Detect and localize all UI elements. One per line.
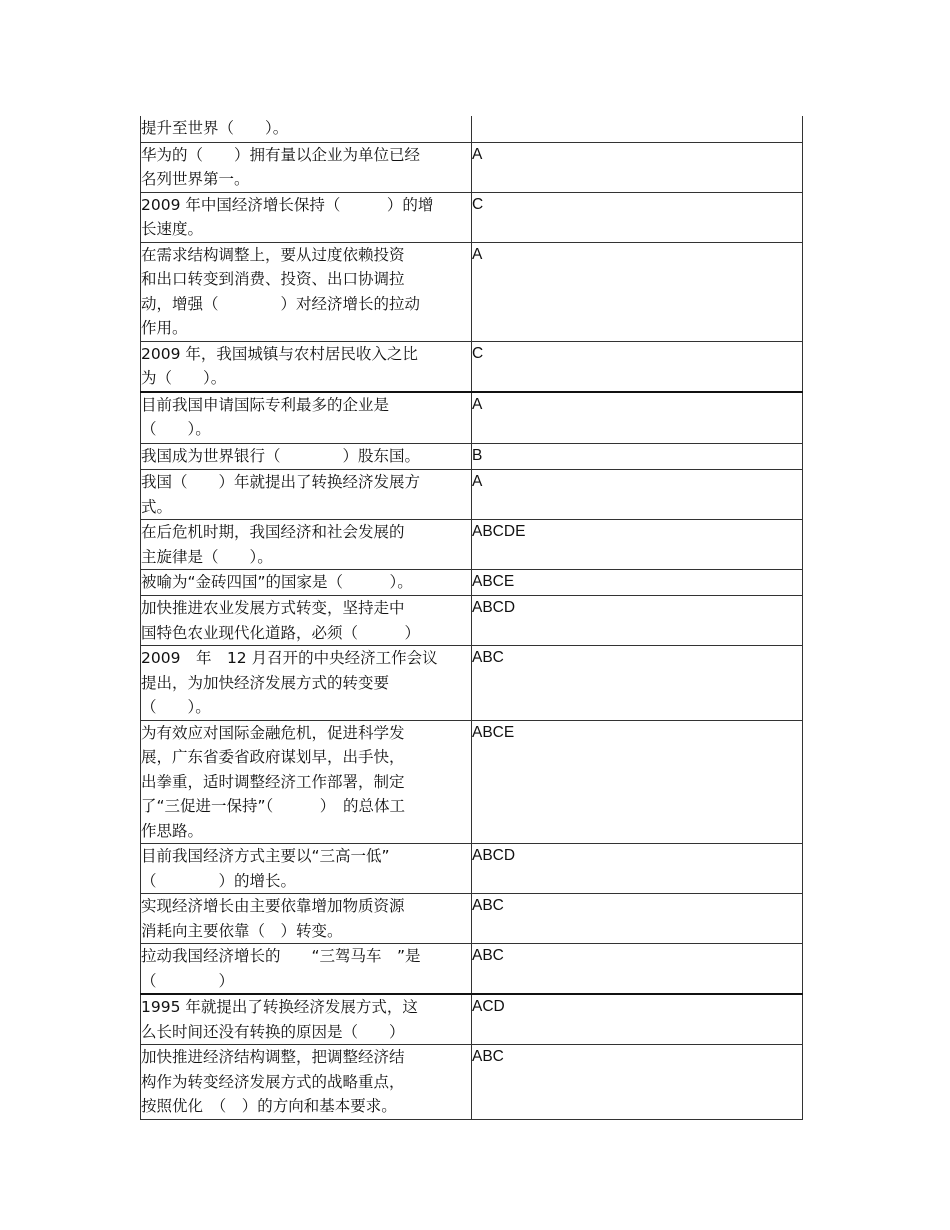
question-text-line: 被喻为“金砖四国”的国家是（ ）。 <box>141 573 413 591</box>
question-text-line: 展，广东省委省政府谋划早，出手快， <box>141 748 405 766</box>
table-row <box>141 242 803 341</box>
question-text-line: 作思路。 <box>141 821 204 840</box>
question-answer-sheet <box>140 116 802 1120</box>
table-row <box>141 720 803 844</box>
question-cell <box>141 844 472 894</box>
question-text-line: 构作为转变经济发展方式的战略重点， <box>141 1072 405 1091</box>
table-row <box>141 470 803 520</box>
question-cell <box>141 720 472 844</box>
question-text-line: 作用。 <box>141 319 188 337</box>
question-text-line: 出拳重，适时调整经济工作部署，制定 <box>141 772 405 791</box>
question-text-line: 拉动我国经济增长的 “三驾马车 ”是 <box>141 947 421 965</box>
table-row <box>141 444 803 470</box>
answer-cell: A <box>472 470 803 520</box>
question-text-line: （ ）的增长。 <box>141 871 297 890</box>
question-text-line: 为（ ）。 <box>141 369 227 387</box>
question-cell <box>141 341 472 392</box>
question-text-line: 实现经济增长由主要依靠增加物质资源 <box>141 897 405 915</box>
question-text-line: 提升至世界（ ）。 <box>141 119 289 137</box>
table-row <box>141 520 803 570</box>
question-cell <box>141 596 472 646</box>
question-cell <box>141 392 472 444</box>
question-cell <box>141 142 472 192</box>
table-row <box>141 994 803 1045</box>
question-cell <box>141 570 472 596</box>
question-text-line: 加快推进经济结构调整，把调整经济结 <box>141 1048 405 1066</box>
question-text-line: 在需求结构调整上，要从过度依赖投资 <box>141 245 405 264</box>
question-text-line: 按照优化 （ ）的方向和基本要求。 <box>141 1097 397 1115</box>
answer-cell: ABCD <box>472 596 803 646</box>
question-text-line: 么长时间还没有转换的原因是（ ） <box>141 1022 405 1041</box>
question-text-line: 1995 年就提出了转换经济发展方式，这 <box>141 998 418 1016</box>
answer-cell: ABCE <box>472 570 803 596</box>
question-text-line: 动，增强（ ）对经济增长的拉动 <box>141 294 421 313</box>
table-row <box>141 596 803 646</box>
question-text-line: 主旋律是（ ）。 <box>141 547 273 566</box>
table-row <box>141 142 803 192</box>
question-text-line: 目前我国经济方式主要以“三高一低” <box>141 847 390 865</box>
table-row <box>141 192 803 242</box>
question-text-line: （ ）。 <box>141 420 211 438</box>
question-text-line: 提出，为加快经济发展方式的转变要 <box>141 673 390 692</box>
answer-cell: ACD <box>472 994 803 1045</box>
answer-cell: ABCDE <box>472 520 803 570</box>
question-text-line: 为有效应对国际金融危机，促进科学发 <box>141 723 405 742</box>
answer-cell: A <box>472 392 803 444</box>
table-row <box>141 570 803 596</box>
question-text-line: 消耗向主要依靠（ ）转变。 <box>141 921 343 940</box>
table-body <box>141 116 803 1119</box>
question-answer-table <box>140 116 803 1120</box>
question-cell <box>141 944 472 995</box>
question-cell <box>141 646 472 721</box>
question-text-line: 式。 <box>141 497 173 516</box>
answer-cell: ABC <box>472 1045 803 1120</box>
answer-cell: C <box>472 192 803 242</box>
answer-cell: ABCE <box>472 720 803 844</box>
table-row <box>141 646 803 721</box>
answer-cell: ABCD <box>472 844 803 894</box>
answer-cell: ABC <box>472 944 803 995</box>
table-row <box>141 1045 803 1120</box>
table-row <box>141 392 803 444</box>
question-text-line: 我国（ ）年就提出了转换经济发展方 <box>141 473 421 491</box>
question-text-line: 2009 年中国经济增长保持（ ）的增 <box>141 195 434 214</box>
table-row <box>141 844 803 894</box>
answer-cell: A <box>472 242 803 341</box>
question-cell <box>141 520 472 570</box>
question-text-line: （ ） <box>141 971 235 990</box>
question-cell <box>141 444 472 470</box>
table-row <box>141 341 803 392</box>
question-text-line: 目前我国申请国际专利最多的企业是 <box>141 395 390 414</box>
answer-cell: B <box>472 444 803 470</box>
question-text-line: 名列世界第一。 <box>141 170 250 188</box>
question-text-line: 华为的（ ）拥有量以企业为单位已经 <box>141 145 421 164</box>
question-text-line: 我国成为世界银行（ ）股东国。 <box>141 447 421 465</box>
question-cell <box>141 1045 472 1120</box>
question-text-line: 国特色农业现代化道路，必须（ ） <box>141 623 421 642</box>
table-row <box>141 944 803 995</box>
question-text-line: 了“三促进一保持”（ ） 的总体工 <box>141 797 406 815</box>
table-row <box>141 894 803 944</box>
question-cell <box>141 994 472 1045</box>
question-text-line: 长速度。 <box>141 220 204 238</box>
question-cell <box>141 470 472 520</box>
question-text-line: 2009 年，我国城镇与农村居民收入之比 <box>141 344 418 363</box>
question-text-line: 和出口转变到消费、投资、出口协调拉 <box>141 270 405 288</box>
answer-cell <box>472 116 803 142</box>
question-text-line: 在后危机时期，我国经济和社会发展的 <box>141 523 405 541</box>
question-cell <box>141 116 472 142</box>
answer-cell: ABC <box>472 894 803 944</box>
answer-cell: C <box>472 341 803 392</box>
question-cell <box>141 192 472 242</box>
question-text-line: 2009 年 12 月召开的中央经济工作会议 <box>141 649 438 667</box>
answer-cell: A <box>472 142 803 192</box>
question-text-line: 加快推进农业发展方式转变，坚持走中 <box>141 599 405 617</box>
question-cell <box>141 894 472 944</box>
table-row <box>141 116 803 142</box>
answer-cell: ABC <box>472 646 803 721</box>
question-cell <box>141 242 472 341</box>
question-text-line: （ ）。 <box>141 698 211 716</box>
